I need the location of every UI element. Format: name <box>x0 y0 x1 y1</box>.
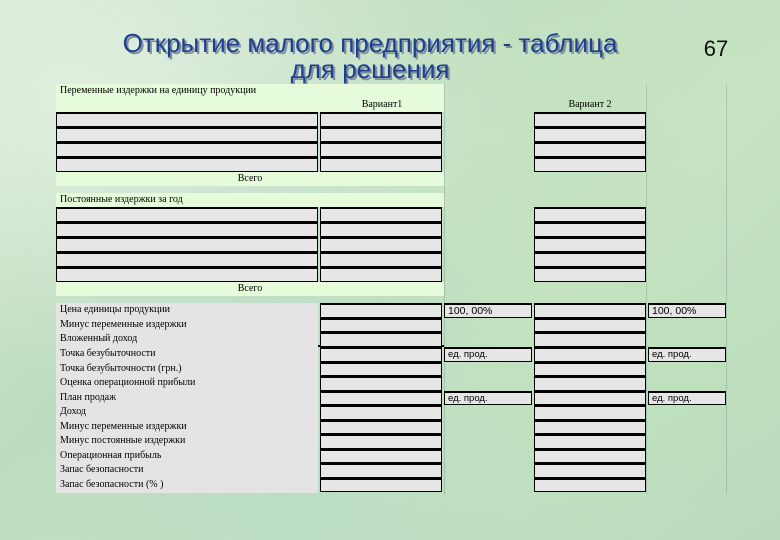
variable-cost-v1-cell[interactable] <box>320 142 442 157</box>
variant1-label: Вариант1 <box>361 99 403 110</box>
variant2-label: Вариант 2 <box>568 99 612 110</box>
variable-cost-name-cell[interactable] <box>56 112 318 127</box>
variable-cost-v1-cell[interactable] <box>320 127 442 142</box>
calc-row-v1-cell[interactable] <box>320 318 442 333</box>
fixed-costs-header <box>56 193 444 207</box>
fixed-total-label: Всего <box>237 283 263 294</box>
variable-cost-v2-cell[interactable] <box>534 142 646 157</box>
calc-row-v1-cell[interactable] <box>320 347 442 362</box>
grid-line <box>726 84 727 494</box>
fixed-costs-header-label: Постоянные издержки за год <box>60 194 183 205</box>
variable-cost-v2-cell[interactable] <box>534 127 646 142</box>
calc-row-label: Доход <box>56 405 318 420</box>
calc-row-label: Вложенный доход <box>56 332 318 347</box>
calc-row-v1-cell[interactable] <box>320 434 442 449</box>
fixed-cost-v2-cell[interactable] <box>534 267 646 282</box>
calc-row-label: Запас безопасности <box>56 463 318 478</box>
fixed-cost-v2-cell[interactable] <box>534 252 646 267</box>
calc-row-label: Минус постоянные издержки <box>56 434 318 449</box>
calc-row-v1-cell[interactable] <box>320 303 442 318</box>
variable-cost-name-cell[interactable] <box>56 127 318 142</box>
slide-title-line-1: Открытие малого предприятия - таблица <box>122 28 618 58</box>
variable-cost-v1-cell[interactable] <box>320 157 442 172</box>
fixed-cost-v2-cell[interactable] <box>534 222 646 237</box>
calc-row-v1-cell[interactable] <box>320 405 442 420</box>
fixed-cost-v2-cell[interactable] <box>534 207 646 222</box>
fixed-cost-name-cell[interactable] <box>56 252 318 267</box>
fixed-cost-name-cell[interactable] <box>56 222 318 237</box>
variable-total-label: Всего <box>237 173 263 184</box>
calc-row-v2-cell[interactable] <box>534 332 646 347</box>
calc-row-v1-cell[interactable] <box>320 449 442 464</box>
variable-cost-v1-cell[interactable] <box>320 112 442 127</box>
calc-row-label: Минус переменные издержки <box>56 420 318 435</box>
fixed-cost-name-cell[interactable] <box>56 207 318 222</box>
calc-row-v1-cell[interactable] <box>320 391 442 406</box>
v2-unit-cell[interactable]: ед. прод. <box>648 391 726 406</box>
fixed-cost-v1-cell[interactable] <box>320 252 442 267</box>
calc-row-v1-cell[interactable] <box>320 478 442 493</box>
fixed-cost-v1-cell[interactable] <box>320 267 442 282</box>
variable-cost-name-cell[interactable] <box>56 142 318 157</box>
fixed-total-row <box>56 282 444 296</box>
v1-unit-cell[interactable]: ед. прод. <box>444 347 532 362</box>
calc-row-v2-cell[interactable] <box>534 478 646 493</box>
slide-number: 67 <box>703 36 729 61</box>
calc-row-label: План продаж <box>56 391 318 406</box>
calc-row-v2-cell[interactable] <box>534 347 646 362</box>
calc-row-v1-cell[interactable] <box>320 362 442 377</box>
calc-row-label: Запас безопасности (% ) <box>56 478 318 493</box>
calc-row-label: Минус переменные издержки <box>56 318 318 333</box>
calc-row-v2-cell[interactable] <box>534 463 646 478</box>
fixed-cost-v2-cell[interactable] <box>534 237 646 252</box>
fixed-cost-v1-cell[interactable] <box>320 237 442 252</box>
variable-cost-name-cell[interactable] <box>56 157 318 172</box>
variable-total-row <box>56 172 444 186</box>
slide-title-line-2: для решения <box>290 54 450 84</box>
v2-percent-cell[interactable]: 100, 00% <box>648 303 726 318</box>
calc-row-v2-cell[interactable] <box>534 405 646 420</box>
fixed-cost-v1-cell[interactable] <box>320 222 442 237</box>
grid-line <box>444 84 445 494</box>
calc-row-v2-cell[interactable] <box>534 391 646 406</box>
v1-unit-cell[interactable]: ед. прод. <box>444 391 532 406</box>
calc-row-v2-cell[interactable] <box>534 303 646 318</box>
variable-cost-v2-cell[interactable] <box>534 157 646 172</box>
calc-row-v2-cell[interactable] <box>534 449 646 464</box>
v1-percent-cell[interactable]: 100, 00% <box>444 303 532 318</box>
calc-row-v1-cell[interactable] <box>320 332 442 347</box>
calc-row-v2-cell[interactable] <box>534 362 646 377</box>
calc-row-label: Цена единицы продукции <box>56 303 318 318</box>
v2-unit-cell[interactable]: ед. прод. <box>648 347 726 362</box>
calc-row-v2-cell[interactable] <box>534 376 646 391</box>
variable-costs-header-label: Переменные издержки на единицу продукции <box>60 85 257 96</box>
calc-row-v2-cell[interactable] <box>534 420 646 435</box>
slide-title <box>110 30 630 82</box>
calc-row-v1-cell[interactable] <box>320 420 442 435</box>
calc-row-label: Точка безубыточности (грн.) <box>56 362 318 377</box>
calc-row-v1-cell[interactable] <box>320 463 442 478</box>
fixed-cost-v1-cell[interactable] <box>320 207 442 222</box>
grid-line <box>646 84 647 494</box>
calc-row-label: Точка безубыточности <box>56 347 318 362</box>
variable-costs-header <box>56 84 444 98</box>
fixed-cost-name-cell[interactable] <box>56 237 318 252</box>
calc-row-v1-cell[interactable] <box>320 376 442 391</box>
calc-row-v2-cell[interactable] <box>534 318 646 333</box>
fixed-cost-name-cell[interactable] <box>56 267 318 282</box>
calc-row-v2-cell[interactable] <box>534 434 646 449</box>
calc-row-label: Операционная прибыль <box>56 449 318 464</box>
calc-row-label: Оценка операционной прибыли <box>56 376 318 391</box>
variable-cost-v2-cell[interactable] <box>534 112 646 127</box>
